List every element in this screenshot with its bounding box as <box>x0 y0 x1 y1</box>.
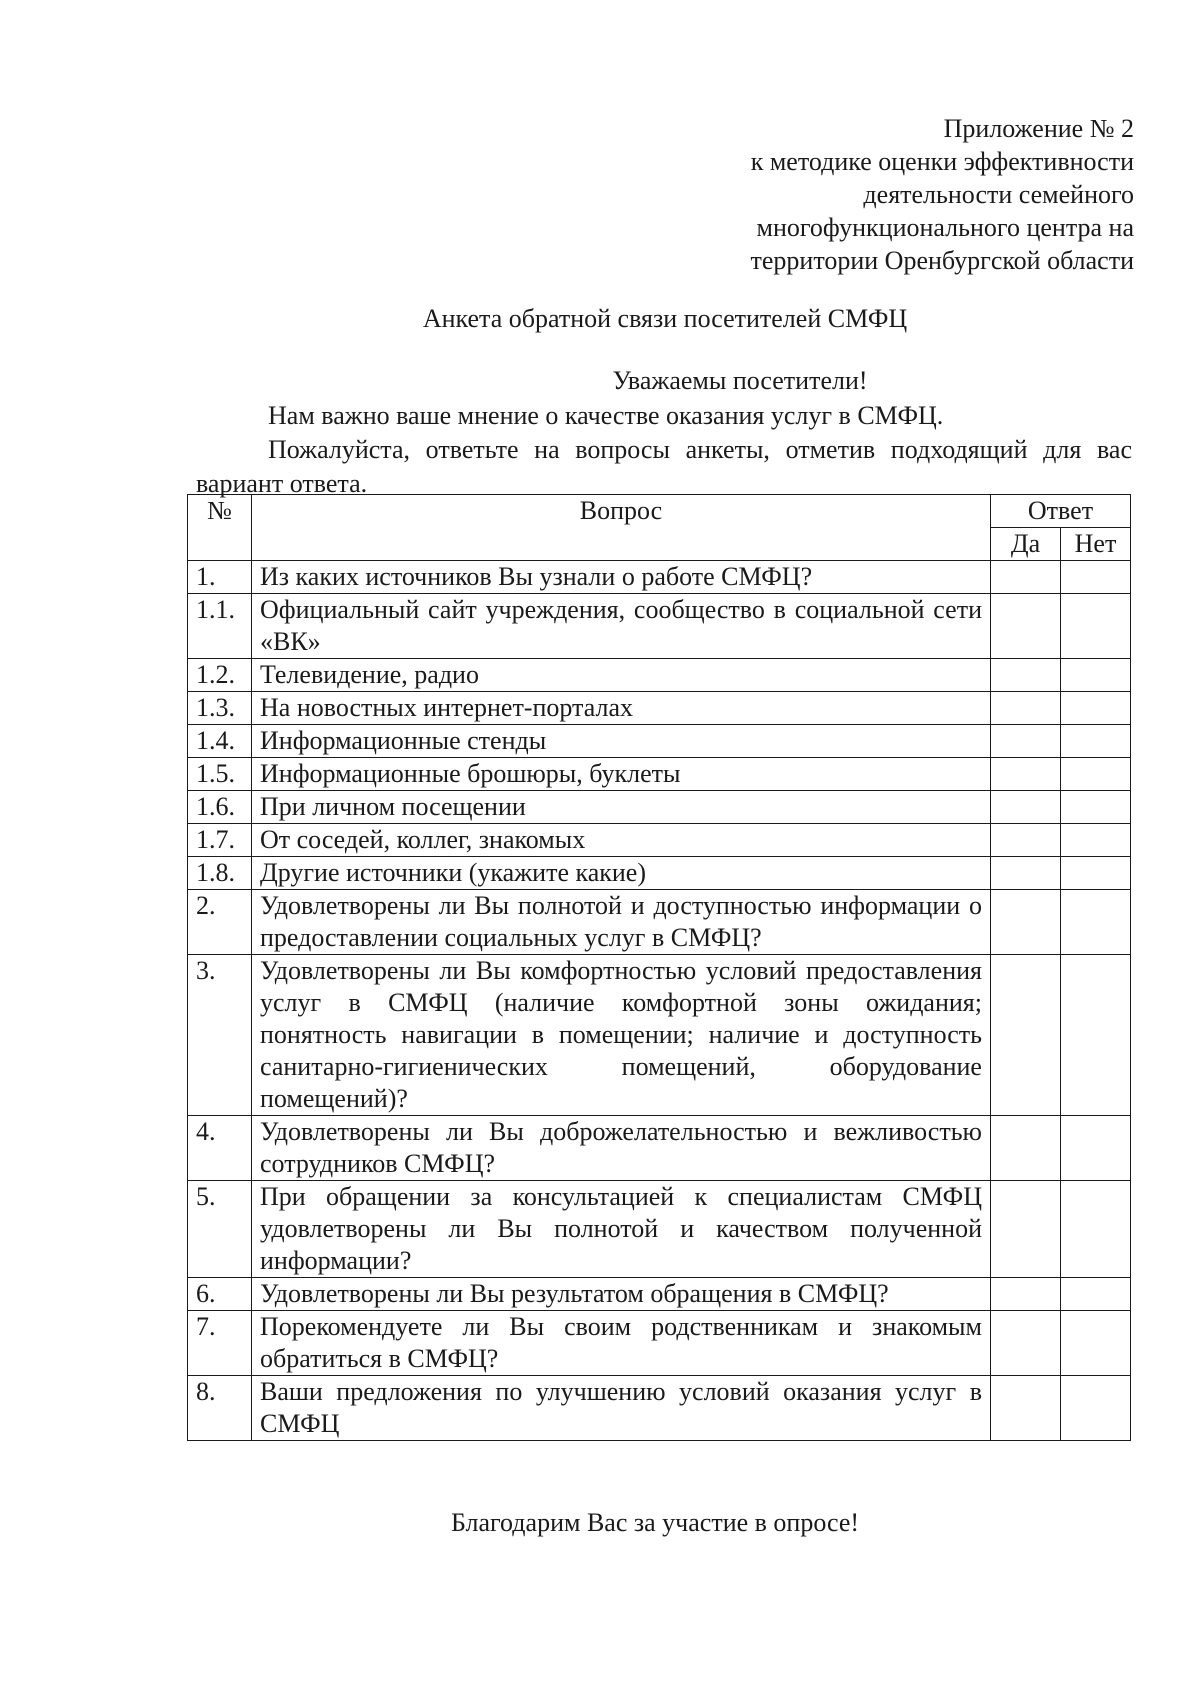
appendix-line: Приложение № 2 <box>943 114 1134 143</box>
question-number: 3. <box>188 955 252 1116</box>
answer-no-cell[interactable] <box>1060 1116 1130 1181</box>
question-text: Удовлетворены ли Вы полнотой и доступностью информации о предоставлении социальных услуг в СМФЦ? <box>252 890 991 955</box>
answer-yes-cell[interactable] <box>990 1116 1060 1181</box>
thanks-text: Благодарим Вас за участие в опросе! <box>450 1508 860 1537</box>
table-row <box>188 725 1131 758</box>
table-row <box>188 692 1131 725</box>
question-number: 5. <box>188 1181 252 1278</box>
question-text: Из каких источников Вы узнали о работе СМФЦ? <box>252 561 991 594</box>
question-number: 1.6. <box>188 791 252 824</box>
answer-yes-cell[interactable] <box>990 791 1060 824</box>
column-header-no: Нет <box>1060 528 1130 561</box>
survey-table-body <box>188 561 1131 1441</box>
question-text: На новостных интернет-порталах <box>252 692 991 725</box>
appendix-line: многофункционального центра на <box>756 213 1134 242</box>
answer-yes-cell[interactable] <box>990 692 1060 725</box>
question-number: 8. <box>188 1376 252 1441</box>
question-number: 6. <box>188 1278 252 1311</box>
question-text: Удовлетворены ли Вы доброжелательностью и вежливостью сотрудников СМФЦ? <box>252 1116 991 1181</box>
answer-no-cell[interactable] <box>1060 1181 1130 1278</box>
answer-yes-cell[interactable] <box>990 857 1060 890</box>
question-number: 1.1. <box>188 594 252 659</box>
table-row <box>188 857 1131 890</box>
question-text: Телевидение, радио <box>252 659 991 692</box>
answer-no-cell[interactable] <box>1060 1376 1130 1441</box>
answer-yes-cell[interactable] <box>990 561 1060 594</box>
answer-no-cell[interactable] <box>1060 955 1130 1116</box>
table-row <box>188 824 1131 857</box>
column-header-answer: Ответ <box>990 495 1130 528</box>
answer-no-cell[interactable] <box>1060 1311 1130 1376</box>
question-number: 1.4. <box>188 725 252 758</box>
question-number: 4. <box>188 1116 252 1181</box>
header-row <box>188 495 1131 528</box>
answer-no-cell[interactable] <box>1060 692 1130 725</box>
question-text: При личном посещении <box>252 791 991 824</box>
intro-text <box>196 399 1132 501</box>
answer-yes-cell[interactable] <box>990 659 1060 692</box>
answer-no-cell[interactable] <box>1060 725 1130 758</box>
question-text: Удовлетворены ли Вы результатом обращения в СМФЦ? <box>252 1278 991 1311</box>
answer-yes-cell[interactable] <box>990 1278 1060 1311</box>
table-row <box>188 890 1131 955</box>
answer-yes-cell[interactable] <box>990 594 1060 659</box>
answer-no-cell[interactable] <box>1060 824 1130 857</box>
question-number: 1.5. <box>188 758 252 791</box>
answer-no-cell[interactable] <box>1060 857 1130 890</box>
column-header-yes: Да <box>990 528 1060 561</box>
greeting: Уважаемы посетители! <box>612 366 868 395</box>
question-text: Ваши предложения по улучшению условий оказания услуг в СМФЦ <box>252 1376 991 1441</box>
question-text: От соседей, коллег, знакомых <box>252 824 991 857</box>
table-row <box>188 955 1131 1116</box>
appendix-header <box>751 112 1134 277</box>
question-number: 1.7. <box>188 824 252 857</box>
answer-no-cell[interactable] <box>1060 791 1130 824</box>
question-text: Официальный сайт учреждения, сообщество в социальной сети «ВК» <box>252 594 991 659</box>
table-row <box>188 1376 1131 1441</box>
question-text: Информационные брошюры, буклеты <box>252 758 991 791</box>
question-text: Другие источники (укажите какие) <box>252 857 991 890</box>
table-row <box>188 561 1131 594</box>
question-text: Информационные стенды <box>252 725 991 758</box>
answer-yes-cell[interactable] <box>990 1311 1060 1376</box>
answer-yes-cell[interactable] <box>990 725 1060 758</box>
question-text: Порекомендуете ли Вы своим родственникам и знакомым обратиться в СМФЦ? <box>252 1311 991 1376</box>
question-number: 7. <box>188 1311 252 1376</box>
table-row <box>188 1311 1131 1376</box>
answer-no-cell[interactable] <box>1060 561 1130 594</box>
table-row <box>188 594 1131 659</box>
appendix-line: деятельности семейного <box>863 180 1134 209</box>
table-row <box>188 659 1131 692</box>
answer-yes-cell[interactable] <box>990 890 1060 955</box>
answer-yes-cell[interactable] <box>990 1376 1060 1441</box>
appendix-line: к методике оценки эффективности <box>750 147 1134 176</box>
intro-paragraph: Пожалуйста, ответьте на вопросы анкеты, отметив подходящий для вас вариант ответа. <box>196 435 1132 498</box>
table-row <box>188 758 1131 791</box>
answer-yes-cell[interactable] <box>990 824 1060 857</box>
answer-yes-cell[interactable] <box>990 955 1060 1116</box>
table-row <box>188 1278 1131 1311</box>
question-number: 1.3. <box>188 692 252 725</box>
question-number: 1. <box>188 561 252 594</box>
question-text: Удовлетворены ли Вы комфортностью условий предоставления услуг в СМФЦ (наличие комфортной зоны ожидания; понятность навигации в помещении; наличие и доступность санитарно-гигиенических помещений, оборудование помещений)? <box>252 955 991 1116</box>
question-text: При обращении за консультацией к специалистам СМФЦ удовлетворены ли Вы полнотой и качеством полученной информации? <box>252 1181 991 1278</box>
question-number: 2. <box>188 890 252 955</box>
survey-table <box>187 494 1131 1441</box>
question-number: 1.2. <box>188 659 252 692</box>
form-title: Анкета обратной связи посетителей СМФЦ <box>422 304 908 333</box>
answer-no-cell[interactable] <box>1060 594 1130 659</box>
column-header-question: Вопрос <box>252 495 991 561</box>
table-row <box>188 791 1131 824</box>
column-header-number: № <box>188 495 252 561</box>
table-row <box>188 1181 1131 1278</box>
table-row <box>188 1116 1131 1181</box>
answer-no-cell[interactable] <box>1060 758 1130 791</box>
appendix-line: территории Оренбургской области <box>750 246 1134 275</box>
answer-yes-cell[interactable] <box>990 758 1060 791</box>
answer-no-cell[interactable] <box>1060 1278 1130 1311</box>
answer-no-cell[interactable] <box>1060 890 1130 955</box>
question-number: 1.8. <box>188 857 252 890</box>
answer-no-cell[interactable] <box>1060 659 1130 692</box>
answer-yes-cell[interactable] <box>990 1181 1060 1278</box>
intro-paragraph: Нам важно ваше мнение о качестве оказания услуг в СМФЦ. <box>268 401 944 430</box>
